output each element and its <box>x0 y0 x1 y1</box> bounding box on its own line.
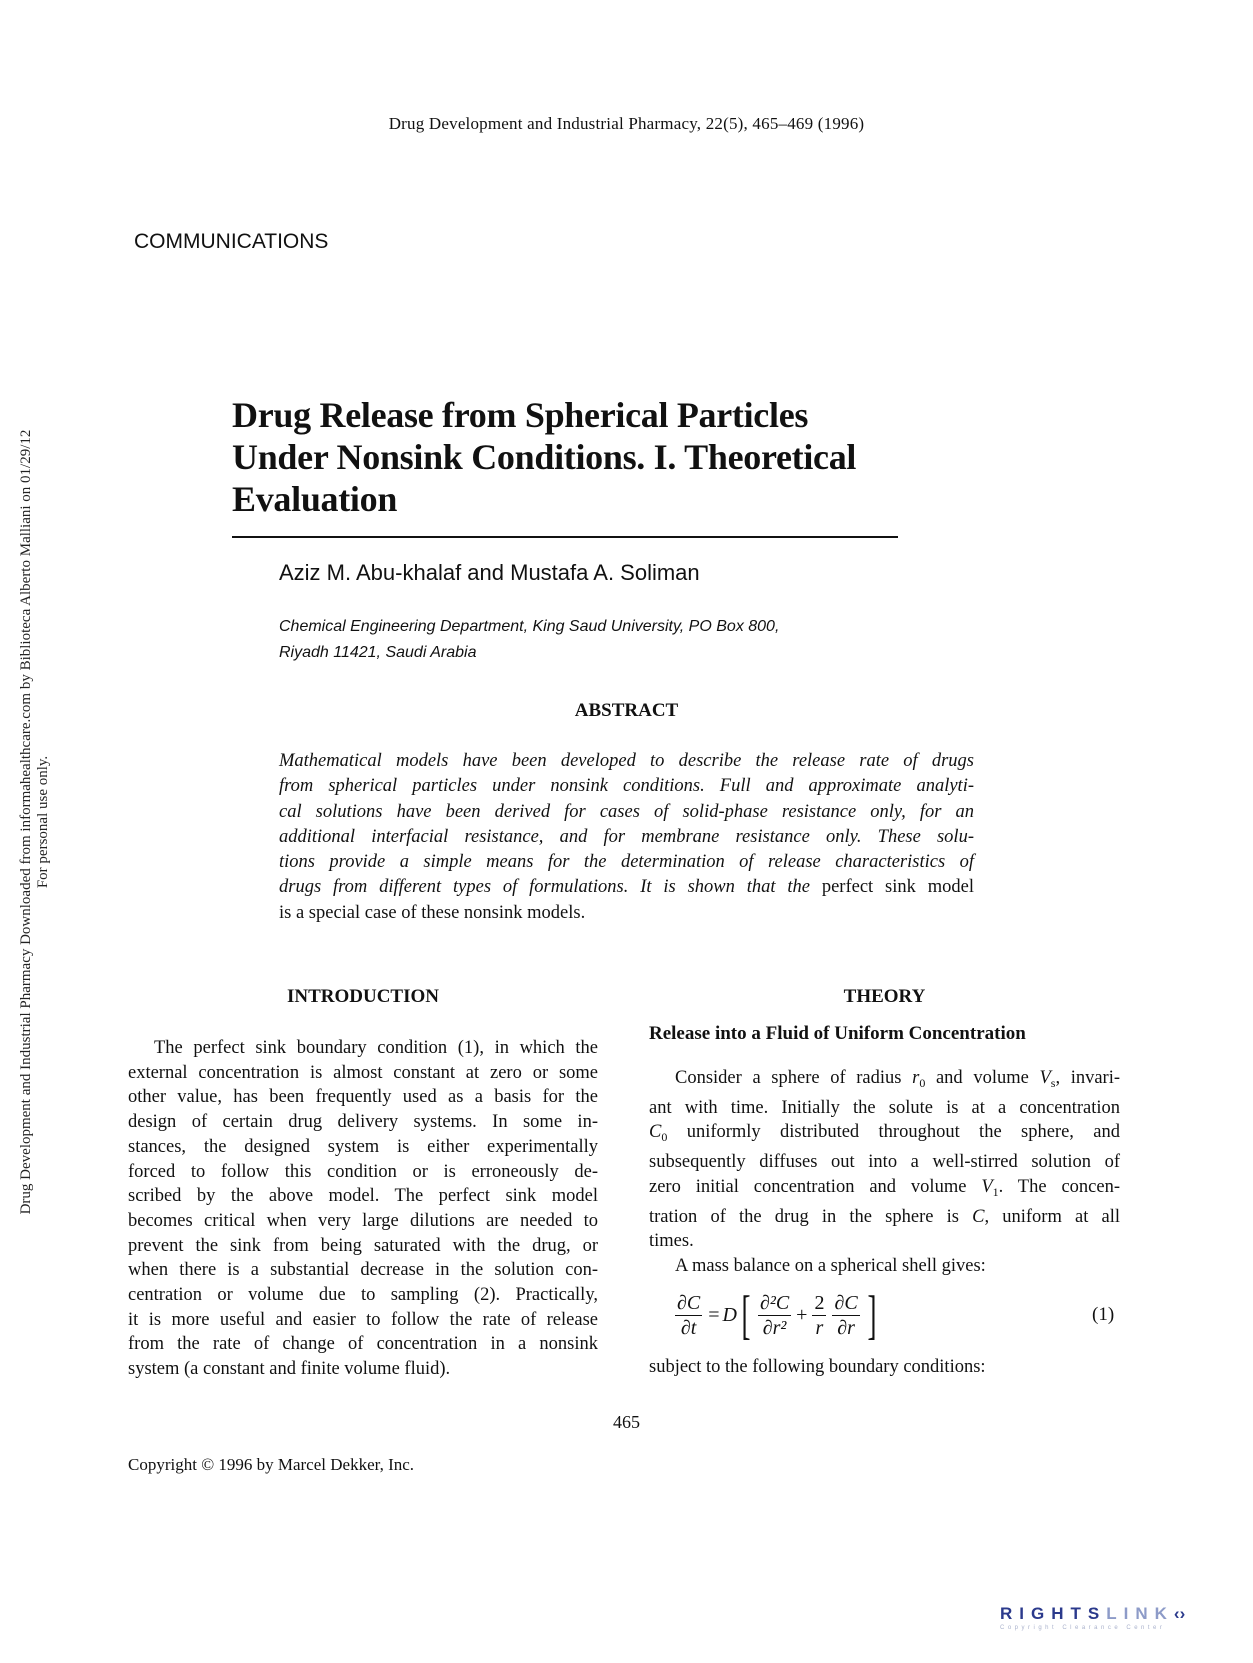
theory-continuation: subject to the following boundary conditions: <box>649 1357 986 1377</box>
text-segment: ant with time. Initially the solute is at a concentration <box>649 1097 1120 1118</box>
rightslink-rights: RIGHTS <box>1000 1604 1107 1623</box>
text-line <box>279 774 974 799</box>
text-segment: C <box>972 1206 985 1227</box>
introduction-heading: INTRODUCTION <box>286 986 440 1007</box>
text-line <box>649 1096 1120 1121</box>
journal-citation: Drug Development and Industrial Pharmacy, 22(5), 465–469 (1996) <box>388 114 865 133</box>
text-line <box>128 1283 598 1308</box>
text-segment: , uniform at all <box>984 1206 1120 1227</box>
fraction <box>758 1291 791 1340</box>
text-line <box>649 1066 1120 1096</box>
numerator: ∂C <box>677 1291 701 1314</box>
text-segment: times. <box>649 1231 694 1252</box>
equation-number: (1) <box>1092 1304 1115 1325</box>
subscript: s <box>1050 1076 1056 1090</box>
text-segment: V <box>1039 1068 1051 1088</box>
denominator: ∂r² <box>762 1316 787 1339</box>
coefficient: D <box>722 1303 737 1326</box>
subscript: 1 <box>992 1184 999 1199</box>
theory-body <box>649 1066 1120 1279</box>
text-segment: additional interfacial resistance, and for membrane resistance only. These solu- <box>279 826 974 847</box>
text-line <box>128 1135 598 1160</box>
text-segment: from the rate of change of concentration in a nonsink <box>128 1334 598 1355</box>
title-line: Evaluation <box>232 479 398 519</box>
text-line <box>128 1160 598 1185</box>
text-segment: subsequently diffuses out into a well-stirred solution of <box>649 1152 1120 1173</box>
text-segment: Consider a sphere of radius <box>675 1068 913 1088</box>
text-line <box>279 749 974 774</box>
text-segment: , invari- <box>1055 1068 1121 1088</box>
text-segment: prevent the sink from being saturated with the drug, or <box>128 1235 598 1256</box>
text-segment: centration or volume due to sampling (2). Practically, <box>128 1285 598 1306</box>
subscript: 0 <box>919 1076 926 1090</box>
equals-sign: = <box>708 1303 720 1326</box>
watermark-line-2: For personal use only. <box>35 755 51 889</box>
text-segment: system (a constant and finite volume fluid). <box>128 1359 451 1380</box>
text-line <box>128 1357 598 1382</box>
text-segment: is a special case of these nonsink models. <box>279 902 586 923</box>
article-title <box>232 394 856 520</box>
text-line <box>128 1209 598 1234</box>
text-line <box>279 850 974 875</box>
abstract-body <box>279 749 974 926</box>
numerator: ∂C <box>834 1291 858 1314</box>
text-segment: forced to follow this condition or is erroneously de- <box>128 1161 598 1182</box>
subscript: 0 <box>661 1130 668 1145</box>
text-segment: cal solutions have been derived for cases of solid-phase resistance only, for an <box>279 801 974 822</box>
text-line <box>279 825 974 850</box>
text-line <box>128 1061 598 1086</box>
text-line <box>279 800 974 825</box>
numerator: ∂²C <box>759 1291 790 1314</box>
abstract-heading: ABSTRACT <box>574 700 679 721</box>
section-label: COMMUNICATIONS <box>134 230 329 253</box>
text-segment: from spherical particles under nonsink conditions. Full and approximate analyti- <box>279 776 974 797</box>
theory-heading: THEORY <box>843 986 926 1007</box>
rightslink-link: LINK <box>1106 1604 1174 1623</box>
text-line <box>279 901 974 926</box>
denominator: r <box>815 1316 824 1339</box>
text-line <box>128 1184 598 1209</box>
copyright: Copyright © 1996 by Marcel Dekker, Inc. <box>128 1455 415 1474</box>
denominator: ∂r <box>837 1316 855 1339</box>
title-line: Under Nonsink Conditions. I. Theoretical <box>232 437 857 477</box>
right-bracket-icon: ] <box>867 1285 877 1345</box>
affiliation-line: Chemical Engineering Department, King Saud University, PO Box 800, <box>279 618 780 635</box>
text-segment: external concentration is almost constant at zero or some <box>128 1062 598 1083</box>
introduction-body <box>128 1036 598 1382</box>
text-segment: drugs from different types of formulations. It is shown that the <box>279 877 822 898</box>
rightslink-tagline: Copyright Clearance Center <box>1000 1625 1166 1631</box>
text-segment: uniformly distributed throughout the sphere, and <box>667 1122 1120 1143</box>
equation-1 <box>672 1285 881 1345</box>
fraction <box>832 1291 859 1340</box>
text-segment: design of certain drug delivery systems. In some in- <box>128 1112 598 1133</box>
text-segment: C <box>649 1122 662 1143</box>
page-number: 465 <box>613 1412 640 1432</box>
fraction <box>675 1291 702 1340</box>
text-segment: other value, has been frequently used as a basis for the <box>128 1087 598 1108</box>
left-bracket-icon: [ <box>741 1285 751 1345</box>
text-segment: perfect sink model <box>821 877 974 898</box>
affiliation <box>279 614 779 666</box>
rightslink-logo[interactable] <box>1000 1604 1185 1631</box>
numerator: 2 <box>814 1291 825 1314</box>
text-line <box>128 1234 598 1259</box>
text-line <box>649 1229 1120 1254</box>
title-line: Drug Release from Spherical Particles <box>232 395 809 435</box>
plus-sign: + <box>796 1303 808 1326</box>
text-line <box>649 1205 1120 1230</box>
text-segment: r <box>912 1068 920 1088</box>
text-segment: A mass balance on a spherical shell gives: <box>675 1255 986 1276</box>
rightslink-arrow-icon: ‹› <box>1173 1604 1186 1623</box>
denominator: ∂t <box>680 1316 697 1339</box>
fraction <box>812 1291 826 1340</box>
text-segment: it is more useful and easier to follow the rate of release <box>128 1309 598 1330</box>
text-segment: becomes critical when very large dilutions are needed to <box>128 1210 598 1231</box>
text-line <box>128 1085 598 1110</box>
title-divider <box>232 536 898 538</box>
theory-subheading: Release into a Fluid of Uniform Concentration <box>649 1023 1026 1044</box>
text-line <box>128 1258 598 1283</box>
text-segment: and volume <box>925 1068 1040 1088</box>
text-segment: . The concen- <box>998 1176 1120 1197</box>
text-line <box>128 1036 598 1061</box>
text-line <box>649 1120 1120 1150</box>
text-segment: tration of the drug in the sphere is <box>649 1206 973 1227</box>
text-line <box>649 1254 1120 1279</box>
text-line <box>128 1332 598 1357</box>
text-line <box>128 1110 598 1135</box>
text-segment: scribed by the above model. The perfect sink model <box>128 1186 598 1207</box>
watermark-line-1: Drug Development and Industrial Pharmacy Downloaded from informahealthcare.com by Biblioteca Alberto Malliani on 01/29/12 <box>18 429 34 1215</box>
text-segment: V <box>981 1176 993 1197</box>
text-segment: zero initial concentration and volume <box>649 1176 982 1197</box>
text-segment: tions provide a simple means for the determination of release characteristics of <box>279 852 974 873</box>
text-segment: The perfect sink boundary condition (1), in which the <box>154 1038 598 1058</box>
text-line <box>649 1150 1120 1175</box>
text-line <box>279 875 974 900</box>
authors: Aziz M. Abu-khalaf and Mustafa A. Soliman <box>279 560 700 585</box>
text-segment: when there is a substantial decrease in the solution con- <box>128 1260 598 1281</box>
affiliation-line: Riyadh 11421, Saudi Arabia <box>279 644 477 661</box>
text-line <box>128 1308 598 1333</box>
text-segment: Mathematical models have been developed to describe the release rate of drugs <box>279 751 974 771</box>
text-segment: stances, the designed system is either experimentally <box>128 1136 598 1157</box>
text-line <box>649 1175 1120 1205</box>
